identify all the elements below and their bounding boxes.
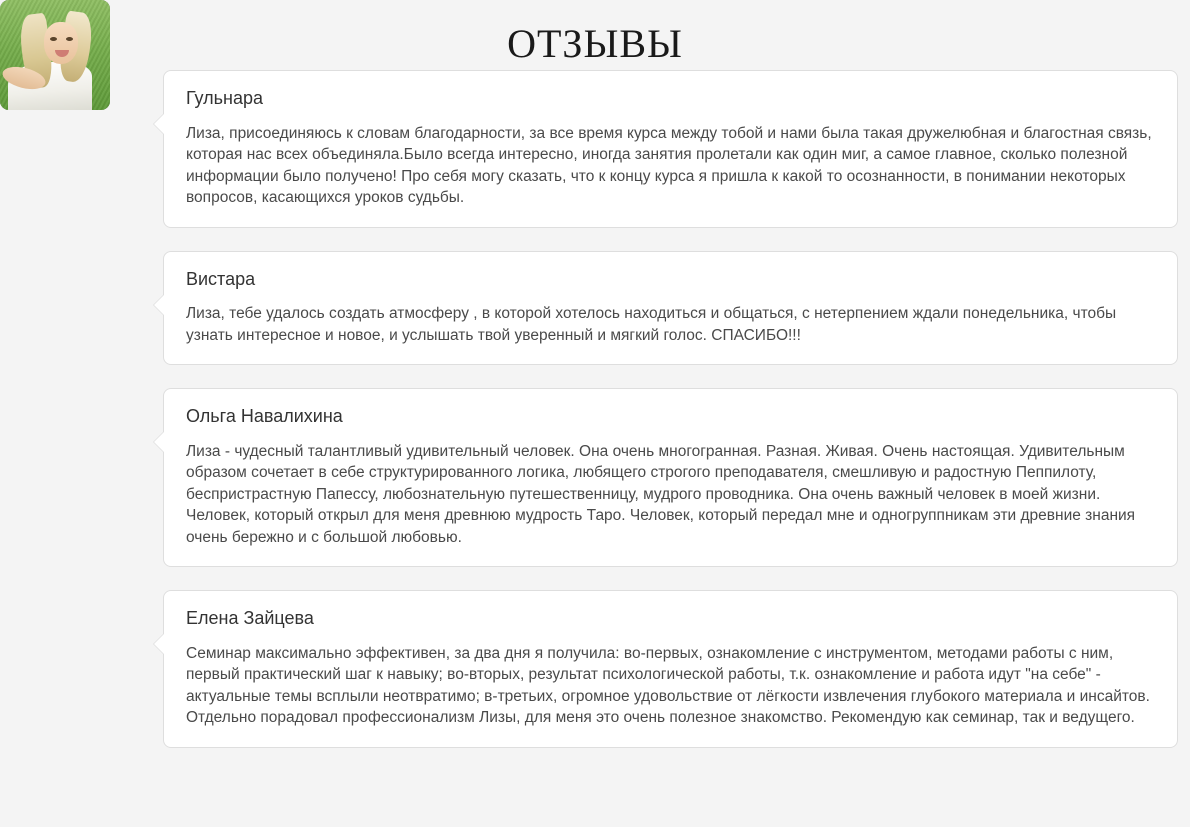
review-author: Елена Зайцева [186,608,314,629]
review-bubble [163,251,1178,366]
review-bubble [163,70,1178,228]
review-bubble [163,388,1178,567]
review-text: Лиза, присоединяюсь к словам благодарности, за все время курса между тобой и нами была такая дружелюбная и благостная связь, которая нас всех объединяла.Было всегда интересно, иногда занятия пролетали как один миг, а самое главное, сколько полезной информации было получено! Про себя могу сказать, что к концу курса я пришла к какой то осознанности, в понимании некоторых вопросов, касающихся уроков судьбы. [186,124,1152,207]
review-item [0,251,1190,366]
review-item [0,70,1190,228]
page-title: ОТЗЫВЫ [507,21,683,66]
review-bubble [163,590,1178,748]
avatar-detail-eye-left [50,37,57,41]
review-item [0,388,1190,567]
review-item [0,590,1190,748]
avatar-detail-face [44,22,78,64]
review-author: Гульнара [186,88,264,108]
review-text: Семинар максимально эффективен, за два дня я получила: во-первых, ознакомление с инструментом, методами работы с ним, первый практический шаг к навыку; во-вторых, результат психологической работы, т.к. ознакомление и работа идут "на себе" - актуальные темы всплыли неотвратимо; в-третьих, огромное удовольствие от лёгкости извлечения глубокого материала и инсайтов. Отдельно порадовал профессионализм Лизы, для меня это очень полезное знакомство. Рекомендую как семинар, так и ведущего. [186,644,1150,727]
review-author: Вистара [186,268,256,289]
avatar-elena [0,0,110,110]
avatar-detail-eye-right [66,37,73,41]
reviews-list [0,70,1190,748]
review-text: Лиза - чудесный талантливый удивительный человек. Она очень многогранная. Разная. Живая. Очень настоящая. Удивительным образом сочетает в себе структурированного логика, любящего строгого преподавателя, смешливую и радостную Пеппилоту, беспристрастную Папессу, любознательную путешественницу, мудрого проводника. Она очень важный человек в моей жизни. Человек, который открыл для меня древнюю мудрость Таро. Человек, который передал мне и одногруппникам эти древние знания очень бережно и с большой любовью. [186,442,1136,546]
review-author: Ольга Навалихина [186,406,343,427]
review-text: Лиза, тебе удалось создать атмосферу , в которой хотелось находиться и общаться, с нетерпением ждали понедельника, чтобы узнать интересное и новое, и услышать твой уверенный и мягкий голос. СПАСИБО!!! [186,305,1117,344]
